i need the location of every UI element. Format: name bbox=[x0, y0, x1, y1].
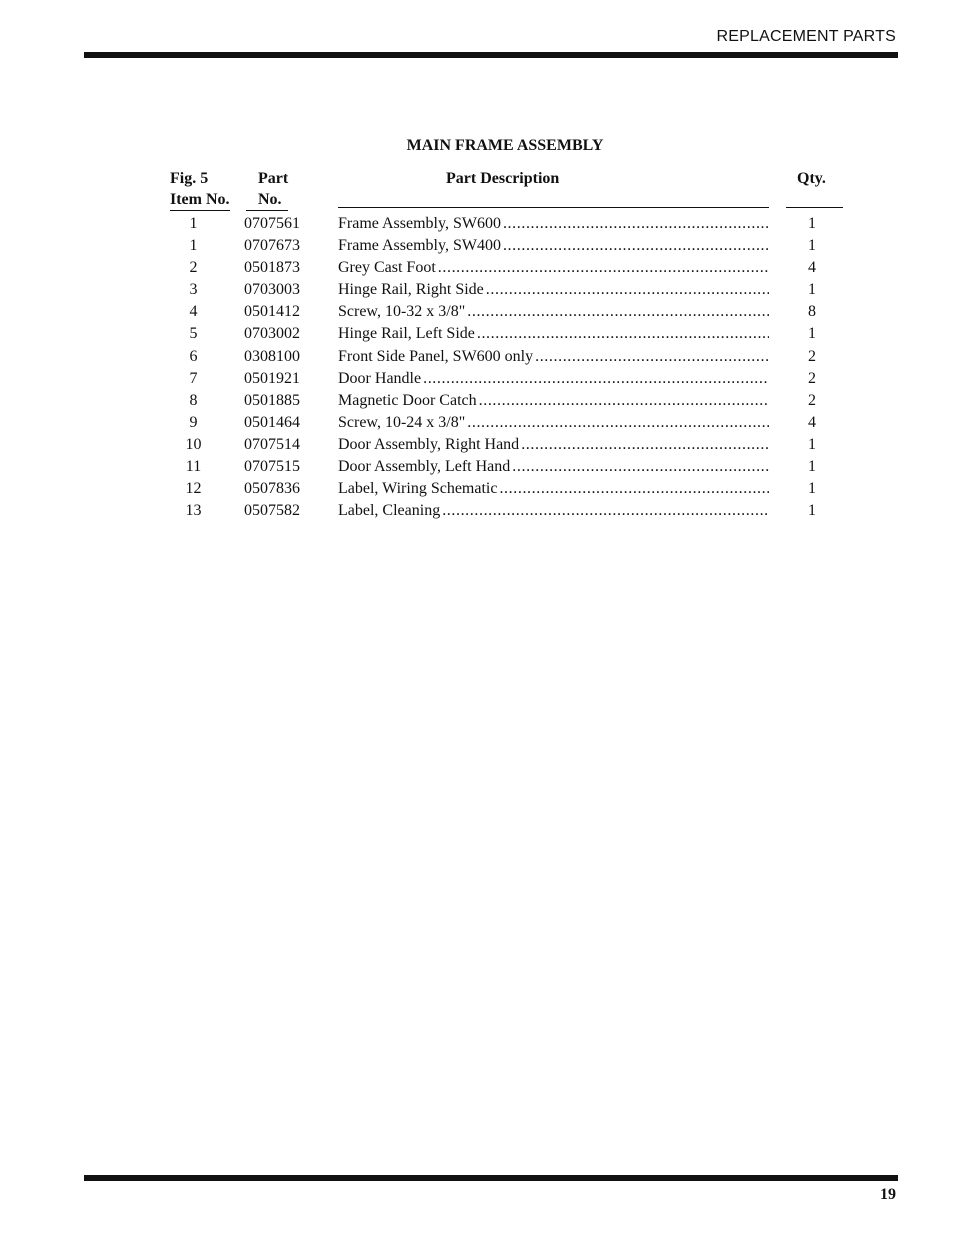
item-number: 2 bbox=[189, 259, 198, 277]
quantity: 4 bbox=[808, 413, 816, 431]
table-row bbox=[0, 368, 954, 390]
footer-rule bbox=[84, 1175, 898, 1181]
part-description-text: Hinge Rail, Right Side bbox=[338, 281, 484, 299]
dot-leader bbox=[467, 301, 769, 323]
dot-leader bbox=[423, 368, 769, 390]
table-row bbox=[0, 412, 954, 434]
table-row bbox=[0, 279, 954, 301]
running-header: REPLACEMENT PARTS bbox=[716, 28, 896, 45]
part-description-text: Front Side Panel, SW600 only bbox=[338, 347, 534, 365]
item-number: 5 bbox=[189, 325, 198, 343]
quantity: 1 bbox=[808, 215, 816, 232]
item-number: 13 bbox=[185, 502, 202, 520]
part-description bbox=[338, 412, 769, 434]
part-description bbox=[338, 478, 769, 500]
part-description-text: Door Handle bbox=[338, 369, 422, 387]
part-description bbox=[338, 235, 769, 257]
table-row bbox=[0, 346, 954, 368]
dot-leader bbox=[486, 279, 769, 301]
quantity: 4 bbox=[808, 259, 816, 277]
column-header-item-line2: Item No. bbox=[170, 189, 230, 211]
part-description bbox=[338, 257, 769, 279]
table-row bbox=[0, 500, 954, 522]
part-description-text: Hinge Rail, Left Side bbox=[338, 325, 475, 343]
section-title: MAIN FRAME ASSEMBLY bbox=[406, 137, 604, 154]
part-description-text: Screw, 10-32 x 3/8" bbox=[338, 303, 466, 321]
table-row bbox=[0, 456, 954, 478]
table-row bbox=[0, 434, 954, 456]
quantity: 8 bbox=[808, 303, 816, 321]
table-row bbox=[0, 390, 954, 412]
dot-leader bbox=[477, 323, 769, 345]
part-description-text: Screw, 10-24 x 3/8" bbox=[338, 413, 466, 431]
part-description-text: Door Assembly, Right Hand bbox=[338, 435, 520, 453]
quantity: 1 bbox=[808, 502, 816, 520]
part-number: 0507582 bbox=[244, 502, 300, 520]
item-number: 1 bbox=[189, 215, 198, 232]
column-header-part bbox=[258, 168, 288, 211]
dot-leader bbox=[503, 235, 769, 257]
part-description bbox=[338, 301, 769, 323]
part-description bbox=[338, 213, 769, 235]
part-number: 0703003 bbox=[244, 281, 300, 299]
quantity: 1 bbox=[808, 458, 816, 476]
column-header-item-line1: Fig. 5 bbox=[170, 170, 209, 187]
table-row bbox=[0, 323, 954, 345]
item-number: 1 bbox=[189, 237, 198, 255]
page-number: 19 bbox=[880, 1186, 896, 1203]
dot-leader bbox=[503, 213, 769, 235]
part-number: 0707673 bbox=[244, 237, 300, 255]
dot-leader bbox=[479, 390, 769, 412]
qty-header-underline bbox=[786, 207, 843, 208]
header-rule bbox=[84, 52, 898, 58]
item-number: 3 bbox=[189, 281, 198, 299]
item-number: 7 bbox=[189, 369, 198, 387]
part-number: 0707561 bbox=[244, 215, 300, 232]
part-number: 0703002 bbox=[244, 325, 300, 343]
parts-table bbox=[0, 213, 954, 522]
item-number: 9 bbox=[189, 413, 198, 431]
part-description bbox=[338, 323, 769, 345]
part-number: 0707514 bbox=[244, 435, 300, 453]
part-number: 0507836 bbox=[244, 480, 300, 498]
part-description-text: Magnetic Door Catch bbox=[338, 391, 477, 409]
part-description bbox=[338, 390, 769, 412]
part-description-text: Label, Cleaning bbox=[338, 502, 441, 520]
dot-leader bbox=[512, 456, 769, 478]
item-number: 4 bbox=[189, 303, 198, 321]
item-number: 8 bbox=[189, 391, 198, 409]
part-description bbox=[338, 346, 769, 368]
part-number: 0501873 bbox=[244, 259, 300, 277]
quantity: 1 bbox=[808, 281, 816, 299]
part-number: 0501464 bbox=[244, 413, 300, 431]
dot-leader bbox=[521, 434, 769, 456]
part-description-text: Frame Assembly, SW600 bbox=[338, 215, 501, 232]
part-description-text: Door Assembly, Left Hand bbox=[338, 458, 511, 476]
column-header-description: Part Description bbox=[446, 170, 560, 187]
table-row bbox=[0, 478, 954, 500]
quantity: 1 bbox=[808, 480, 816, 498]
item-number: 11 bbox=[185, 458, 202, 476]
part-number: 0501885 bbox=[244, 391, 300, 409]
column-header-qty: Qty. bbox=[797, 170, 826, 187]
quantity: 2 bbox=[808, 391, 816, 409]
dot-leader bbox=[499, 478, 769, 500]
column-header-item bbox=[170, 168, 230, 211]
part-description-text: Label, Wiring Schematic bbox=[338, 480, 498, 498]
part-number: 0501921 bbox=[244, 369, 300, 387]
dot-leader bbox=[442, 500, 769, 522]
part-number: 0707515 bbox=[244, 458, 300, 476]
part-description bbox=[338, 434, 769, 456]
item-number: 6 bbox=[189, 347, 198, 365]
column-header-part-line1: Part bbox=[258, 170, 289, 187]
item-number: 10 bbox=[185, 435, 202, 453]
dot-leader bbox=[535, 346, 769, 368]
part-description bbox=[338, 368, 769, 390]
description-header-underline bbox=[338, 207, 769, 208]
quantity: 2 bbox=[808, 369, 816, 387]
part-description-text: Grey Cast Foot bbox=[338, 259, 436, 277]
table-row bbox=[0, 257, 954, 279]
dot-leader bbox=[438, 257, 769, 279]
quantity: 2 bbox=[808, 347, 816, 365]
part-description bbox=[338, 500, 769, 522]
quantity: 1 bbox=[808, 237, 816, 255]
part-number: 0501412 bbox=[244, 303, 300, 321]
part-description bbox=[338, 279, 769, 301]
part-description-text: Frame Assembly, SW400 bbox=[338, 237, 501, 255]
table-row bbox=[0, 213, 954, 235]
quantity: 1 bbox=[808, 435, 816, 453]
table-row bbox=[0, 301, 954, 323]
table-row bbox=[0, 235, 954, 257]
item-number: 12 bbox=[185, 480, 202, 498]
part-number: 0308100 bbox=[244, 347, 300, 365]
part-description bbox=[338, 456, 769, 478]
dot-leader bbox=[467, 412, 769, 434]
column-header-part-line2: No. bbox=[246, 189, 288, 211]
quantity: 1 bbox=[808, 325, 816, 343]
